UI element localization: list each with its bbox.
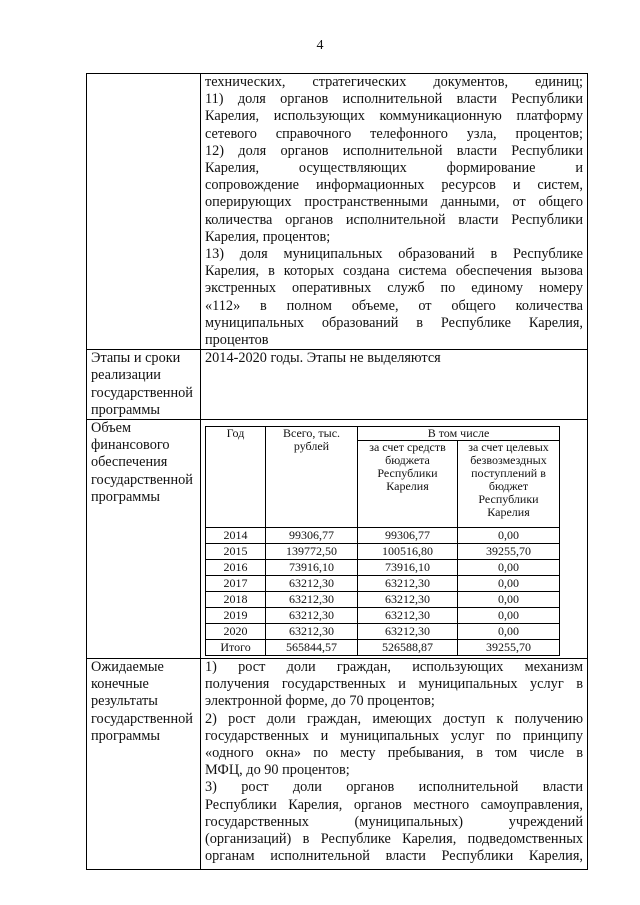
indicators-text bbox=[201, 74, 588, 350]
table-row bbox=[206, 624, 560, 640]
text-line: 1) рост доли граждан, использующих механизм bbox=[205, 659, 583, 676]
targeted-cell: 0,00 bbox=[458, 560, 560, 576]
year-cell: 2020 bbox=[206, 624, 266, 640]
total-cell: 99306,77 bbox=[266, 528, 358, 544]
targeted-cell: 39255,70 bbox=[458, 640, 560, 656]
results-row bbox=[87, 659, 588, 870]
budget-cell: 99306,77 bbox=[358, 528, 458, 544]
program-passport-table bbox=[86, 73, 588, 870]
total-cell: 565844,57 bbox=[266, 640, 358, 656]
text-line: сетевого справочного телефонного узла, процентов; bbox=[205, 125, 583, 142]
text-line: (организаций) в Республике Карелия, подведомственных bbox=[205, 831, 583, 848]
text-line: электронной форме, до 70 процентов; bbox=[205, 693, 435, 710]
header-budget: за счет средств бюджета Республики Карелия bbox=[358, 441, 458, 528]
budget-cell: 63212,30 bbox=[358, 576, 458, 592]
targeted-cell: 0,00 bbox=[458, 528, 560, 544]
financing-label: Объем финансового обеспечения государственной программы bbox=[87, 420, 201, 659]
text-line: 13) доля муниципальных образований в Республике bbox=[205, 246, 583, 263]
results-text bbox=[201, 659, 588, 870]
year-cell: 2017 bbox=[206, 576, 266, 592]
indicators-label bbox=[87, 74, 201, 350]
text-line: Карелия, использующих коммуникационную платформу bbox=[205, 108, 583, 125]
budget-cell: 63212,30 bbox=[358, 592, 458, 608]
table-row bbox=[206, 576, 560, 592]
text-line: процентов bbox=[205, 332, 269, 349]
text-line: Карелия, процентов; bbox=[205, 228, 331, 245]
header-targeted: за счет целевых безвозмездных поступлений в бюджет Республики Карелия bbox=[458, 441, 560, 528]
total-cell: 63212,30 bbox=[266, 576, 358, 592]
results-label: Ожидаемые конечные результаты государственной программы bbox=[87, 659, 201, 870]
total-cell: 63212,30 bbox=[266, 624, 358, 640]
stages-row bbox=[87, 350, 588, 420]
year-cell: 2015 bbox=[206, 544, 266, 560]
budget-cell: 526588,87 bbox=[358, 640, 458, 656]
targeted-cell: 0,00 bbox=[458, 576, 560, 592]
table-row bbox=[206, 544, 560, 560]
budget-cell: 63212,30 bbox=[358, 624, 458, 640]
year-cell: 2014 bbox=[206, 528, 266, 544]
text-line: «одного окна» по месту пребывания, в том числе в bbox=[205, 745, 583, 762]
targeted-cell: 0,00 bbox=[458, 624, 560, 640]
text-line: технических, стратегических документов, единиц; bbox=[205, 74, 583, 90]
text-line: количества органов исполнительной власти Республики bbox=[205, 211, 583, 228]
text-line: 11) доля органов исполнительной власти Республики bbox=[205, 91, 583, 108]
text-line: Республики Карелия, органов местного самоуправления, bbox=[205, 796, 583, 813]
budget-cell: 63212,30 bbox=[358, 608, 458, 624]
header-year: Год bbox=[206, 427, 266, 528]
total-cell: 63212,30 bbox=[266, 608, 358, 624]
table-row bbox=[206, 560, 560, 576]
total-cell: 73916,10 bbox=[266, 560, 358, 576]
text-line: муниципальных образований в Республике Карелия, bbox=[205, 314, 583, 331]
text-line: экстренных оперативных служб по единому номеру bbox=[205, 280, 583, 297]
financing-cell bbox=[201, 420, 588, 659]
stages-text: 2014-2020 годы. Этапы не выделяются bbox=[201, 350, 588, 420]
text-line: сопровождение информационных ресурсов и систем, bbox=[205, 177, 583, 194]
targeted-cell: 0,00 bbox=[458, 592, 560, 608]
text-line: органам исполнительной власти Республики Карелия, bbox=[205, 848, 583, 865]
text-line: государственных (муниципальных) учреждений bbox=[205, 813, 583, 830]
text-line: получения государственных и муниципальных услуг в bbox=[205, 676, 583, 693]
text-line: 12) доля органов исполнительной власти Республики bbox=[205, 142, 583, 159]
targeted-cell: 0,00 bbox=[458, 608, 560, 624]
page-number: 4 bbox=[316, 38, 324, 53]
financing-table bbox=[205, 426, 560, 656]
indicators-row bbox=[87, 74, 588, 350]
financing-row bbox=[87, 420, 588, 659]
total-row bbox=[206, 640, 560, 656]
text-line: 2) рост доли граждан, имеющих доступ к получению bbox=[205, 710, 583, 727]
total-cell: 63212,30 bbox=[266, 592, 358, 608]
targeted-cell: 39255,70 bbox=[458, 544, 560, 560]
year-cell: 2019 bbox=[206, 608, 266, 624]
table-row bbox=[206, 592, 560, 608]
year-cell: 2016 bbox=[206, 560, 266, 576]
stages-label: Этапы и сроки реализации государственной программы bbox=[87, 350, 201, 420]
total-cell: 139772,50 bbox=[266, 544, 358, 560]
text-line: оперирующих пространственными данными, от общего bbox=[205, 194, 583, 211]
budget-cell: 73916,10 bbox=[358, 560, 458, 576]
header-total: Всего, тыс. рублей bbox=[266, 427, 358, 528]
text-line: «112» в полном объеме, от общего количества bbox=[205, 297, 583, 314]
text-line: 3) рост доли органов исполнительной власти bbox=[205, 779, 583, 796]
text-line: Карелия, в которых создана система обеспечения вызова bbox=[205, 263, 583, 280]
table-row bbox=[206, 528, 560, 544]
text-line: Карелия, осуществляющих формирование и bbox=[205, 160, 583, 177]
table-row bbox=[206, 608, 560, 624]
text-line: МФЦ, до 90 процентов; bbox=[205, 762, 350, 779]
header-including: В том числе bbox=[358, 427, 560, 441]
year-cell: 2018 bbox=[206, 592, 266, 608]
year-cell: Итого bbox=[206, 640, 266, 656]
text-line: государственных и муниципальных услуг по принципу bbox=[205, 727, 583, 744]
budget-cell: 100516,80 bbox=[358, 544, 458, 560]
